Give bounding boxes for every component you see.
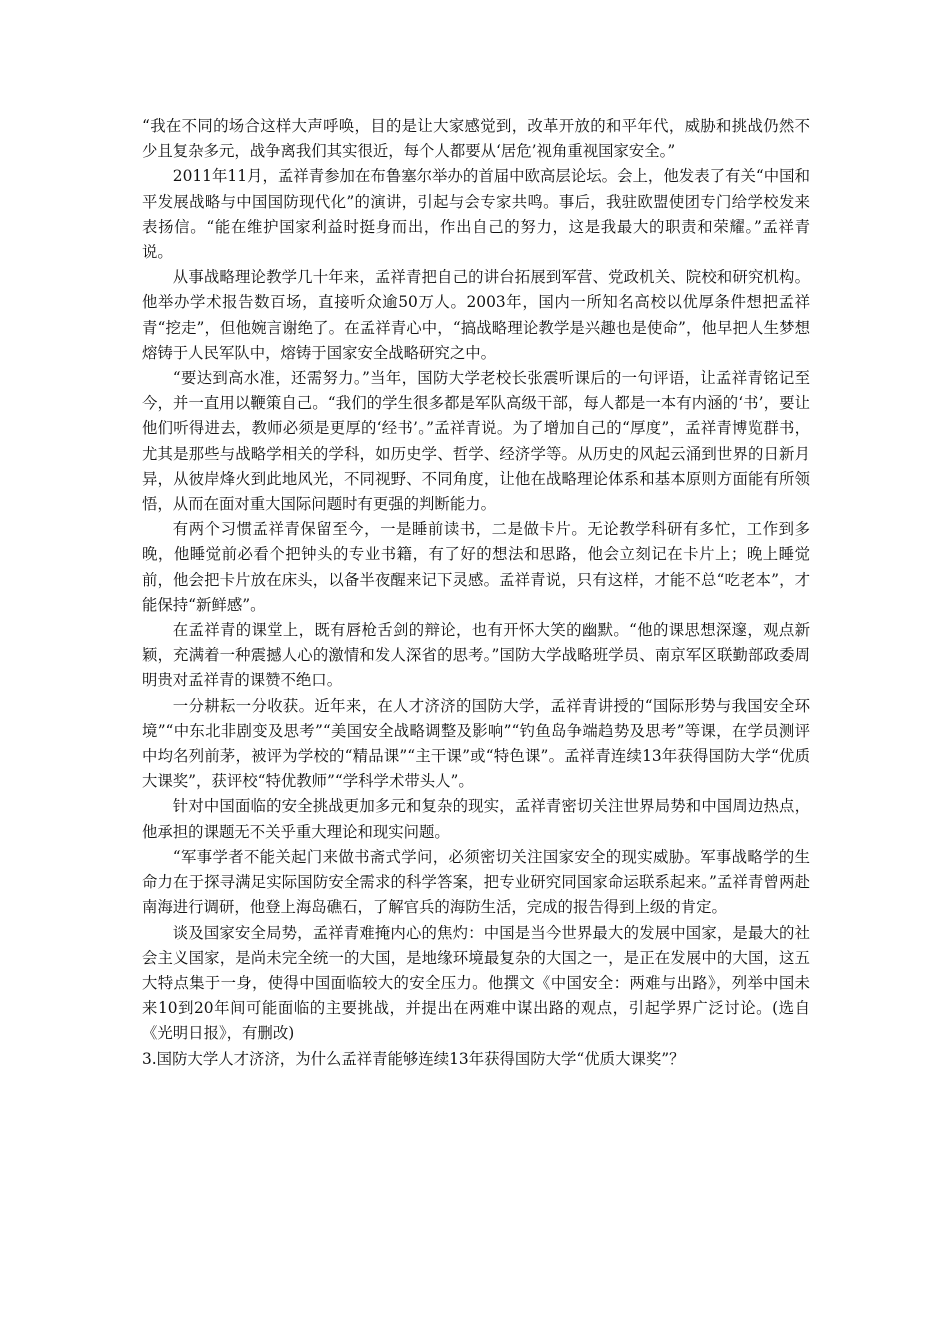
paragraph: 一分耕耘一分收获。近年来，在人才济济的国防大学，孟祥青讲授的“国际形势与我国安全环境”“中东北非剧变及思考”“美国安全战略调整及影响”“钓鱼岛争端趋势及思考”等课，在学员测评中均名列前茅，被评为学校的“精品课”“主干课”或“特色课”。孟祥青连续13年获得国防大学“优质大课奖”，获评校“特优教师”“学科学术带头人”。 [142,696,810,791]
article-body [142,114,810,1072]
paragraph: 谈及国家安全局势，孟祥青难掩内心的焦灼：中国是当今世界最大的发展中国家，是最大的社会主义国家，是尚未完全统一的大国，是地缘环境最复杂的大国之一，是正在发展中的大国，这五大特点集于一身，使得中国面临较大的安全压力。他撰文《中国安全：两难与出路》，列举中国未来10到20年间可能面临的主要挑战，并提出在两难中谋出路的观点，引起学界广泛讨论。(选自《光明日报》，有删改) [142,923,810,1043]
paragraph: “军事学者不能关起门来做书斋式学问，必须密切关注国家安全的现实威胁。军事战略学的生命力在于探寻满足实际国防安全需求的科学答案，把专业研究同国家命运联系起来。”孟祥青曾两赴南海进行调研，他登上海岛礁石，了解官兵的海防生活，完成的报告得到上级的肯定。 [142,847,810,917]
paragraph: “我在不同的场合这样大声呼唤，目的是让大家感觉到，改革开放的和平年代，威胁和挑战仍然不少且复杂多元，战争离我们其实很近，每个人都要从‘居危’视角重视国家安全。” [142,117,810,161]
paragraph: 2011年11月，孟祥青参加在布鲁塞尔举办的首届中欧高层论坛。会上，他发表了有关“中国和平发展战略与中国国防现代化”的演讲，引起与会专家共鸣。事后，我驻欧盟使团专门给学校发来表扬信。“能在维护国家利益时挺身而出，作出自己的努力，这是我最大的职责和荣耀。”孟祥青说。 [142,167,810,262]
paragraph: 从事战略理论教学几十年来，孟祥青把自己的讲台拓展到军营、党政机关、院校和研究机构。他举办学术报告数百场，直接听众逾50万人。2003年，国内一所知名高校以优厚条件想把孟祥青“挖走”，但他婉言谢绝了。在孟祥青心中，“搞战略理论教学是兴趣也是使命”，他早把人生梦想熔铸于人民军队中，熔铸于国家安全战略研究之中。 [142,268,810,362]
paragraph: 有两个习惯孟祥青保留至今，一是睡前读书，二是做卡片。无论教学科研有多忙，工作到多晚，他睡觉前必看个把钟头的专业书籍，有了好的想法和思路，他会立刻记在卡片上；晚上睡觉前，他会把卡片放在床头，以备半夜醒来记下灵感。孟祥青说，只有这样，才能不总“吃老本”，才能保持“新鲜感”。 [142,520,810,614]
paragraph: 针对中国面临的安全挑战更加多元和复杂的现实，孟祥青密切关注世界局势和中国周边热点，他承担的课题无不关乎重大理论和现实问题。 [142,797,810,841]
paragraph: “要达到高水准，还需努力。”当年，国防大学老校长张震听课后的一句评语，让孟祥青铭记至今，并一直用以鞭策自己。“我们的学生很多都是军队高级干部，每人都是一本有内涵的‘书’，要让他们听得进去，教师必须是更厚的‘经书’。”孟祥青说。为了增加自己的“厚度”，孟祥青博览群书，尤其是那些与战略学相关的学科，如历史学、哲学、经济学等。从历史的风起云涌到世界的日新月异，从彼岸烽火到此地风光，不同视野、不同角度，让他在战略理论体系和基本原则方面能有所领悟，从而在面对重大国际问题时有更强的判断能力。 [142,369,810,514]
paragraph: 在孟祥青的课堂上，既有唇枪舌剑的辩论，也有开怀大笑的幽默。“他的课思想深邃，观点新颖，充满着一种震撼人心的激情和发人深省的思考。”国防大学战略班学员、南京军区联勤部政委周明贵对孟祥青的课赞不绝口。 [142,621,810,690]
question-3: 3.国防大学人才济济，为什么孟祥青能够连续13年获得国防大学“优质大课奖”？ [142,1049,685,1068]
